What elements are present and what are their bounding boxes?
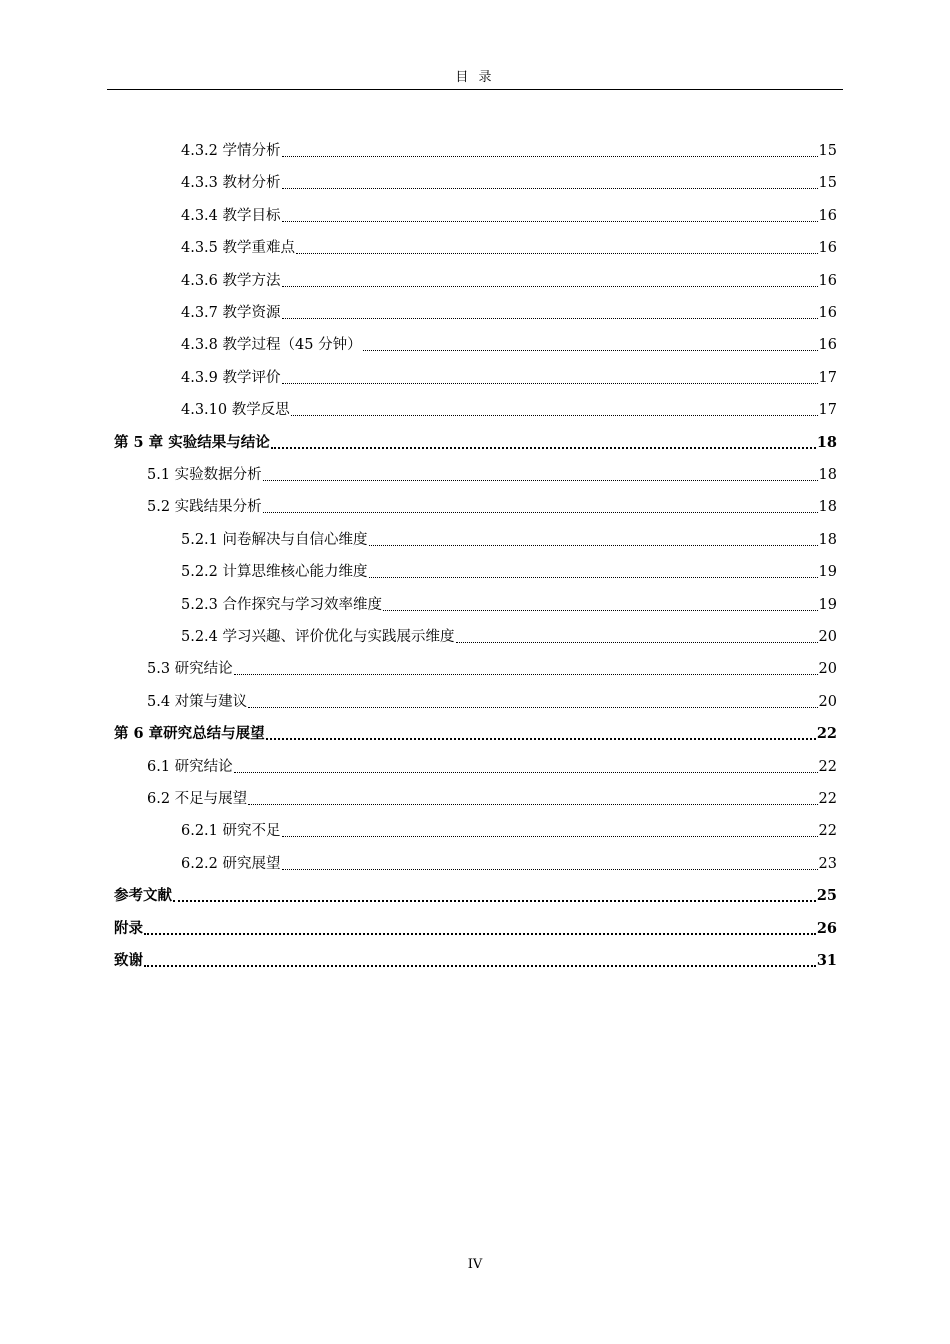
toc-dot-leader	[282, 155, 818, 157]
toc-dot-leader	[266, 737, 816, 740]
toc-entry-page-number: 22	[818, 758, 837, 775]
toc-entry-label: 4.3.4 教学目标	[181, 207, 281, 224]
toc-entry[interactable]	[181, 140, 837, 162]
toc-entry[interactable]	[114, 723, 837, 745]
toc-entry-label: 4.3.9 教学评价	[181, 369, 281, 386]
toc-entry-label: 4.3.8 教学过程（45 分钟）	[181, 337, 362, 354]
toc-entry-page-number: 22	[818, 823, 837, 840]
toc-entry-label: 5.1 实验数据分析	[147, 467, 262, 483]
toc-entry-label: 4.3.5 教学重难点	[181, 240, 296, 257]
toc-entry-label: 6.2.2 研究展望	[181, 855, 281, 872]
toc-dot-leader	[363, 349, 818, 351]
toc-entry-label: 5.2 实践结果分析	[147, 499, 262, 516]
toc-entry-label: 4.3.2 学情分析	[181, 143, 281, 159]
toc-entry-label: 6.2.1 研究不足	[181, 823, 281, 840]
toc-entry[interactable]	[147, 788, 837, 810]
toc-entry[interactable]	[181, 561, 837, 583]
toc-entry[interactable]	[147, 464, 837, 486]
toc-entry[interactable]	[181, 594, 837, 616]
toc-entry[interactable]	[114, 918, 837, 940]
toc-dot-leader	[456, 641, 818, 643]
toc-entry-label: 5.2.4 学习兴趣、评价优化与实践展示维度	[181, 629, 455, 645]
toc-entry[interactable]	[181, 205, 837, 227]
toc-entry-label: 附录	[114, 919, 143, 937]
toc-entry-label: 4.3.3 教材分析	[181, 175, 281, 192]
toc-entry-page-number: 16	[818, 337, 837, 354]
toc-entry-page-number: 22	[818, 791, 837, 807]
toc-entry-label: 5.2.1 问卷解决与自信心维度	[181, 531, 368, 548]
toc-entry-page-number: 23	[818, 855, 837, 872]
toc-entry-page-number: 16	[818, 305, 837, 321]
toc-entry[interactable]	[181, 399, 837, 421]
toc-dot-leader	[271, 446, 816, 449]
toc-dot-leader	[282, 835, 818, 837]
toc-entry-page-number: 19	[818, 596, 837, 613]
toc-entry-label: 4.3.7 教学资源	[181, 305, 281, 321]
toc-entry-page-number: 20	[818, 629, 837, 645]
toc-entry-page-number: 16	[818, 272, 837, 289]
toc-entry-label: 4.3.10 教学反思	[181, 402, 290, 419]
toc-entry-page-number: 17	[818, 369, 837, 386]
toc-entry[interactable]	[114, 885, 837, 907]
toc-entry-page-number: 22	[816, 725, 837, 743]
toc-dot-leader	[291, 414, 818, 416]
toc-dot-leader	[263, 511, 818, 513]
header-title: 目 录	[455, 70, 495, 85]
toc-entry[interactable]	[181, 172, 837, 194]
page-footer	[0, 1257, 950, 1273]
toc-entry-label: 5.2.2 计算思维核心能力维度	[181, 564, 368, 581]
toc-entry-page-number: 15	[818, 175, 837, 192]
toc-dot-leader	[282, 382, 818, 384]
toc-entry-label: 5.4 对策与建议	[147, 693, 248, 710]
toc-dot-leader	[144, 932, 816, 935]
toc-entry-page-number: 26	[816, 919, 837, 937]
toc-entry[interactable]	[114, 950, 837, 972]
toc-entry[interactable]	[181, 529, 837, 551]
toc-entry[interactable]	[147, 756, 837, 778]
toc-entry[interactable]	[181, 626, 837, 648]
toc-entry[interactable]	[181, 334, 837, 356]
toc-entry-label: 第 6 章研究总结与展望	[114, 725, 265, 743]
toc-dot-leader	[296, 252, 818, 254]
toc-entry-page-number: 18	[816, 433, 837, 451]
toc-entry-page-number: 18	[818, 499, 837, 516]
toc-entry-page-number: 18	[818, 531, 837, 548]
toc-entry[interactable]	[181, 820, 837, 842]
toc-entry-page-number: 16	[818, 207, 837, 224]
toc-dot-leader	[248, 706, 817, 708]
toc-dot-leader	[383, 609, 818, 611]
toc-entry-page-number: 20	[818, 661, 837, 678]
page-header	[107, 70, 843, 90]
toc-entry[interactable]	[181, 270, 837, 292]
toc-dot-leader	[248, 803, 817, 805]
toc-entry[interactable]	[181, 302, 837, 324]
toc-entry[interactable]	[147, 496, 837, 518]
toc-entry-label: 6.1 研究结论	[147, 758, 233, 775]
toc-entry[interactable]	[114, 432, 837, 454]
toc-entry-label: 6.2 不足与展望	[147, 791, 248, 807]
page-number: IV	[467, 1257, 483, 1272]
toc-entry-label: 参考文献	[114, 887, 172, 905]
toc-entry-page-number: 16	[818, 240, 837, 257]
toc-entry-page-number: 20	[818, 693, 837, 710]
toc-dot-leader	[282, 187, 818, 189]
toc-entry-page-number: 19	[818, 564, 837, 581]
toc-entry[interactable]	[147, 691, 837, 713]
toc-entry-page-number: 25	[816, 887, 837, 905]
toc-dot-leader	[234, 673, 818, 675]
toc-entry[interactable]	[181, 237, 837, 259]
toc-dot-leader	[263, 479, 818, 481]
toc-dot-leader	[282, 285, 818, 287]
toc-entry[interactable]	[181, 367, 837, 389]
toc-dot-leader	[282, 220, 818, 222]
toc-entry-page-number: 15	[818, 143, 837, 159]
toc-entry[interactable]	[181, 853, 837, 875]
toc-dot-leader	[234, 771, 818, 773]
toc-dot-leader	[144, 964, 816, 967]
toc-entry-page-number: 18	[818, 467, 837, 483]
toc-entry-page-number: 17	[818, 402, 837, 419]
toc-entry-label: 第 5 章 实验结果与结论	[114, 433, 270, 451]
toc-entry-label: 5.2.3 合作探究与学习效率维度	[181, 596, 383, 613]
toc-dot-leader	[282, 868, 818, 870]
toc-entry-label: 5.3 研究结论	[147, 661, 233, 678]
toc-entry-page-number: 31	[816, 952, 837, 969]
toc-entry[interactable]	[147, 658, 837, 680]
toc-dot-leader	[173, 899, 816, 902]
toc-entry-label: 4.3.6 教学方法	[181, 272, 281, 289]
toc-dot-leader	[282, 317, 818, 319]
toc-dot-leader	[369, 544, 818, 546]
toc-entry-label: 致谢	[114, 952, 143, 969]
toc-dot-leader	[369, 576, 818, 578]
